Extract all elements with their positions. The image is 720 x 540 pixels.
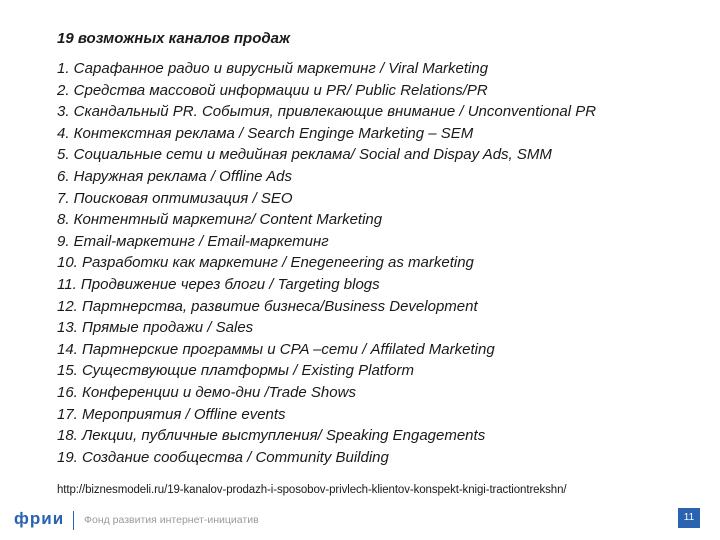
list-item: 9. Email-маркетинг / Email-маркетинг — [57, 232, 329, 250]
channel-list — [57, 58, 596, 468]
list-item: 6. Наружная реклама / Offline Ads — [57, 167, 292, 185]
list-item: 3. Скандальный PR. События, привлекающие внимание / Unconventional PR — [57, 103, 597, 121]
frii-logo: фрии — [14, 509, 65, 528]
list-item: 5. Социальные сети и медийная реклама/ Social and Dispay Ads, SMM — [57, 146, 552, 164]
list-item: 18. Лекции, публичные выступления/ Speaking Engagements — [57, 427, 486, 445]
list-item: 15. Существующие платформы / Existing Platform — [57, 362, 414, 380]
footer-tagline: Фонд развития интернет-инициатив — [84, 514, 259, 526]
page-number-badge: 11 — [678, 508, 700, 528]
list-item: 16. Конференции и демо-дни /Trade Shows — [57, 383, 356, 401]
list-item: 10. Разработки как маркетинг / Enegeneering as marketing — [57, 254, 474, 272]
list-item: 11. Продвижение через блоги / Targeting blogs — [57, 275, 380, 293]
list-item: 2. Средства массовой информации и PR/ Public Relations/PR — [57, 81, 488, 99]
list-item: 17. Мероприятия / Offline events — [57, 405, 286, 423]
footer — [0, 505, 720, 540]
list-item: 19. Создание сообщества / Community Building — [57, 448, 389, 466]
logo-divider — [73, 511, 74, 530]
list-item: 7. Поисковая оптимизация / SEO — [57, 189, 293, 207]
slide-title: 19 возможных каналов продаж — [57, 30, 291, 47]
list-item: 8. Контентный маркетинг/ Content Marketing — [57, 211, 383, 229]
list-item: 4. Контекстная реклама / Search Enginge Marketing – SEM — [57, 124, 474, 142]
list-item: 12. Партнерства, развитие бизнеса/Business Development — [57, 297, 478, 315]
list-item: 14. Партнерские программы и CPA –сети / Affilated Marketing — [57, 340, 495, 358]
list-item: 13. Прямые продажи / Sales — [57, 319, 254, 337]
source-link[interactable]: http://biznesmodeli.ru/19-kanalov-prodazh-i-sposobov-privlech-klientov-konspekt-knigi-tractiontrekshn/ — [57, 484, 567, 496]
list-item: 1. Сарафанное радио и вирусный маркетинг / Viral Marketing — [57, 60, 489, 77]
